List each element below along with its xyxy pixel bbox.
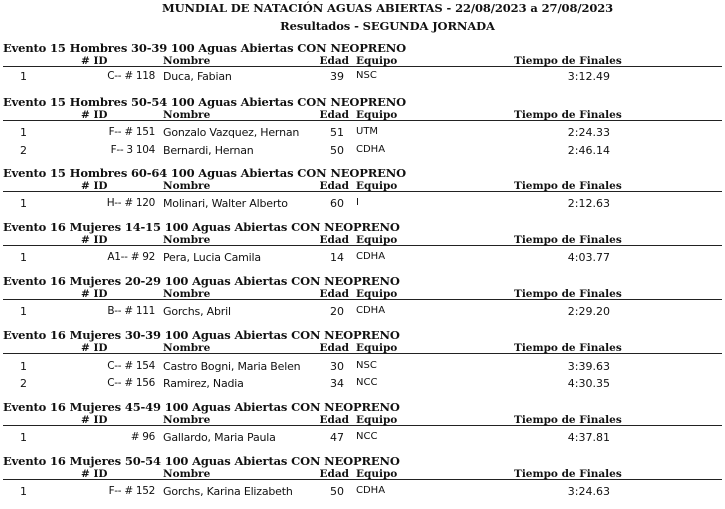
column-equipo-header: Equipo [356, 468, 398, 480]
column-nombre-header: Nombre [163, 180, 211, 192]
swimmer-name: Ramirez, Nadia [163, 377, 244, 390]
swimmer-age: 30 [330, 360, 344, 373]
final-time: 2:46.14 [567, 144, 610, 157]
column-equipo-header: Equipo [356, 234, 398, 246]
place: 1 [20, 305, 27, 318]
column-tiempo-header: Tiempo de Finales [514, 288, 622, 300]
column-edad-header: Edad [319, 342, 349, 354]
final-time: 3:39.63 [567, 360, 610, 373]
column-edad-header: Edad [319, 468, 349, 480]
column-header-row [0, 180, 722, 193]
place: 1 [20, 197, 27, 210]
document-subtitle: Resultados - SEGUNDA JORNADA [280, 19, 495, 33]
column-header-row [0, 109, 722, 122]
event-header: Evento 16 Mujeres 14-15 100 Aguas Abiertas CON NEOPRENO [3, 220, 400, 234]
column-nombre-header: Nombre [163, 109, 211, 121]
column-id-header: # ID [81, 109, 108, 121]
event-header: Evento 15 Hombres 50-54 100 Aguas Abiertas CON NEOPRENO [3, 95, 406, 109]
event-header: Evento 16 Mujeres 20-29 100 Aguas Abiertas CON NEOPRENO [3, 274, 400, 288]
column-tiempo-header: Tiempo de Finales [514, 342, 622, 354]
column-header-row [0, 288, 722, 301]
swimmer-id: A1-- # 92 [107, 251, 155, 263]
place: 1 [20, 485, 27, 498]
column-edad-header: Edad [319, 55, 349, 67]
event-header: Evento 15 Hombres 60-64 100 Aguas Abiertas CON NEOPRENO [3, 166, 406, 180]
column-nombre-header: Nombre [163, 468, 211, 480]
column-nombre-header: Nombre [163, 342, 211, 354]
final-time: 4:37.81 [567, 431, 610, 444]
swimmer-age: 39 [330, 70, 344, 83]
final-time: 4:30.35 [567, 377, 610, 390]
final-time: 3:24.63 [567, 485, 610, 498]
place: 1 [20, 431, 27, 444]
column-equipo-header: Equipo [356, 109, 398, 121]
result-row [0, 144, 722, 161]
column-edad-header: Edad [319, 180, 349, 192]
column-nombre-header: Nombre [163, 55, 211, 67]
column-edad-header: Edad [319, 109, 349, 121]
swimmer-name: Duca, Fabian [163, 70, 232, 83]
swimmer-name: Castro Bogni, Maria Belen [163, 360, 301, 373]
result-row [0, 377, 722, 394]
result-row [0, 360, 722, 377]
team: UTM [356, 126, 379, 137]
header-divider [3, 299, 722, 300]
final-time: 2:24.33 [567, 126, 610, 139]
column-header-row [0, 468, 722, 481]
place: 2 [20, 377, 27, 390]
column-header-row [0, 342, 722, 355]
team: CDHA [356, 485, 386, 496]
column-id-header: # ID [81, 288, 108, 300]
result-row [0, 197, 722, 214]
column-header-row [0, 234, 722, 247]
swimmer-name: Gorchs, Abril [163, 305, 231, 318]
column-tiempo-header: Tiempo de Finales [514, 414, 622, 426]
swimmer-name: Gorchs, Karina Elizabeth [163, 485, 293, 498]
column-id-header: # ID [81, 342, 108, 354]
place: 1 [20, 251, 27, 264]
team: NCC [356, 377, 378, 388]
header-divider [3, 425, 722, 426]
column-id-header: # ID [81, 55, 108, 67]
column-equipo-header: Equipo [356, 342, 398, 354]
team: I [356, 197, 359, 208]
swimmer-age: 51 [330, 126, 344, 139]
swimmer-name: Gonzalo Vazquez, Hernan [163, 126, 300, 139]
swimmer-age: 14 [330, 251, 344, 264]
header-divider [3, 479, 722, 480]
column-header-row [0, 414, 722, 427]
column-equipo-header: Equipo [356, 414, 398, 426]
header-divider [3, 191, 722, 192]
column-id-header: # ID [81, 414, 108, 426]
column-edad-header: Edad [319, 234, 349, 246]
column-tiempo-header: Tiempo de Finales [514, 468, 622, 480]
swimmer-age: 60 [330, 197, 344, 210]
column-equipo-header: Equipo [356, 55, 398, 67]
swimmer-name: Molinari, Walter Alberto [163, 197, 288, 210]
column-nombre-header: Nombre [163, 288, 211, 300]
event-header: Evento 15 Hombres 30-39 100 Aguas Abiertas CON NEOPRENO [3, 41, 406, 55]
header-divider [3, 120, 722, 121]
column-edad-header: Edad [319, 414, 349, 426]
swimmer-id: C-- # 156 [107, 377, 155, 389]
result-row [0, 431, 722, 448]
swimmer-id: F-- 3 104 [110, 144, 155, 156]
swimmer-id: H-- # 120 [106, 197, 155, 209]
column-nombre-header: Nombre [163, 414, 211, 426]
swimmer-name: Gallardo, Maria Paula [163, 431, 276, 444]
column-equipo-header: Equipo [356, 288, 398, 300]
swimmer-age: 50 [330, 144, 344, 157]
team: CDHA [356, 305, 386, 316]
header-divider [3, 353, 722, 354]
event-header: Evento 16 Mujeres 30-39 100 Aguas Abiertas CON NEOPRENO [3, 328, 400, 342]
team: CDHA [356, 251, 386, 262]
column-id-header: # ID [81, 180, 108, 192]
team: NCC [356, 431, 378, 442]
result-row [0, 305, 722, 322]
event-header: Evento 16 Mujeres 45-49 100 Aguas Abiertas CON NEOPRENO [3, 400, 400, 414]
column-edad-header: Edad [319, 288, 349, 300]
swimmer-id: B-- # 111 [107, 305, 155, 317]
result-row [0, 70, 722, 87]
header-divider [3, 66, 722, 67]
column-tiempo-header: Tiempo de Finales [514, 55, 622, 67]
team: NSC [356, 360, 377, 371]
swimmer-id: # 96 [130, 431, 155, 443]
team: CDHA [356, 144, 386, 155]
final-time: 3:12.49 [567, 70, 610, 83]
column-tiempo-header: Tiempo de Finales [514, 180, 622, 192]
swimmer-id: F-- # 151 [108, 126, 155, 138]
result-row [0, 251, 722, 268]
document-title: MUNDIAL DE NATACIÓN AGUAS ABIERTAS - 22/08/2023 a 27/08/2023 [161, 1, 614, 15]
swimmer-age: 34 [330, 377, 344, 390]
swimmer-age: 47 [330, 431, 344, 444]
final-time: 2:12.63 [567, 197, 610, 210]
place: 2 [20, 144, 27, 157]
column-id-header: # ID [81, 234, 108, 246]
event-header: Evento 16 Mujeres 50-54 100 Aguas Abiertas CON NEOPRENO [3, 454, 400, 468]
place: 1 [20, 126, 27, 139]
swimmer-age: 50 [330, 485, 344, 498]
place: 1 [20, 70, 27, 83]
column-nombre-header: Nombre [163, 234, 211, 246]
swimmer-id: F-- # 152 [108, 485, 155, 497]
final-time: 2:29.20 [567, 305, 610, 318]
column-tiempo-header: Tiempo de Finales [514, 234, 622, 246]
swimmer-id: C-- # 154 [107, 360, 155, 372]
swimmer-age: 20 [330, 305, 344, 318]
swimmer-name: Pera, Lucia Camila [163, 251, 261, 264]
column-tiempo-header: Tiempo de Finales [514, 109, 622, 121]
result-row [0, 485, 722, 502]
header-divider [3, 245, 722, 246]
final-time: 4:03.77 [567, 251, 610, 264]
team: NSC [356, 70, 377, 81]
column-id-header: # ID [81, 468, 108, 480]
column-equipo-header: Equipo [356, 180, 398, 192]
swimmer-name: Bernardi, Hernan [163, 144, 254, 157]
column-header-row [0, 55, 722, 68]
result-row [0, 126, 722, 143]
place: 1 [20, 360, 27, 373]
swimmer-id: C-- # 118 [107, 70, 155, 82]
